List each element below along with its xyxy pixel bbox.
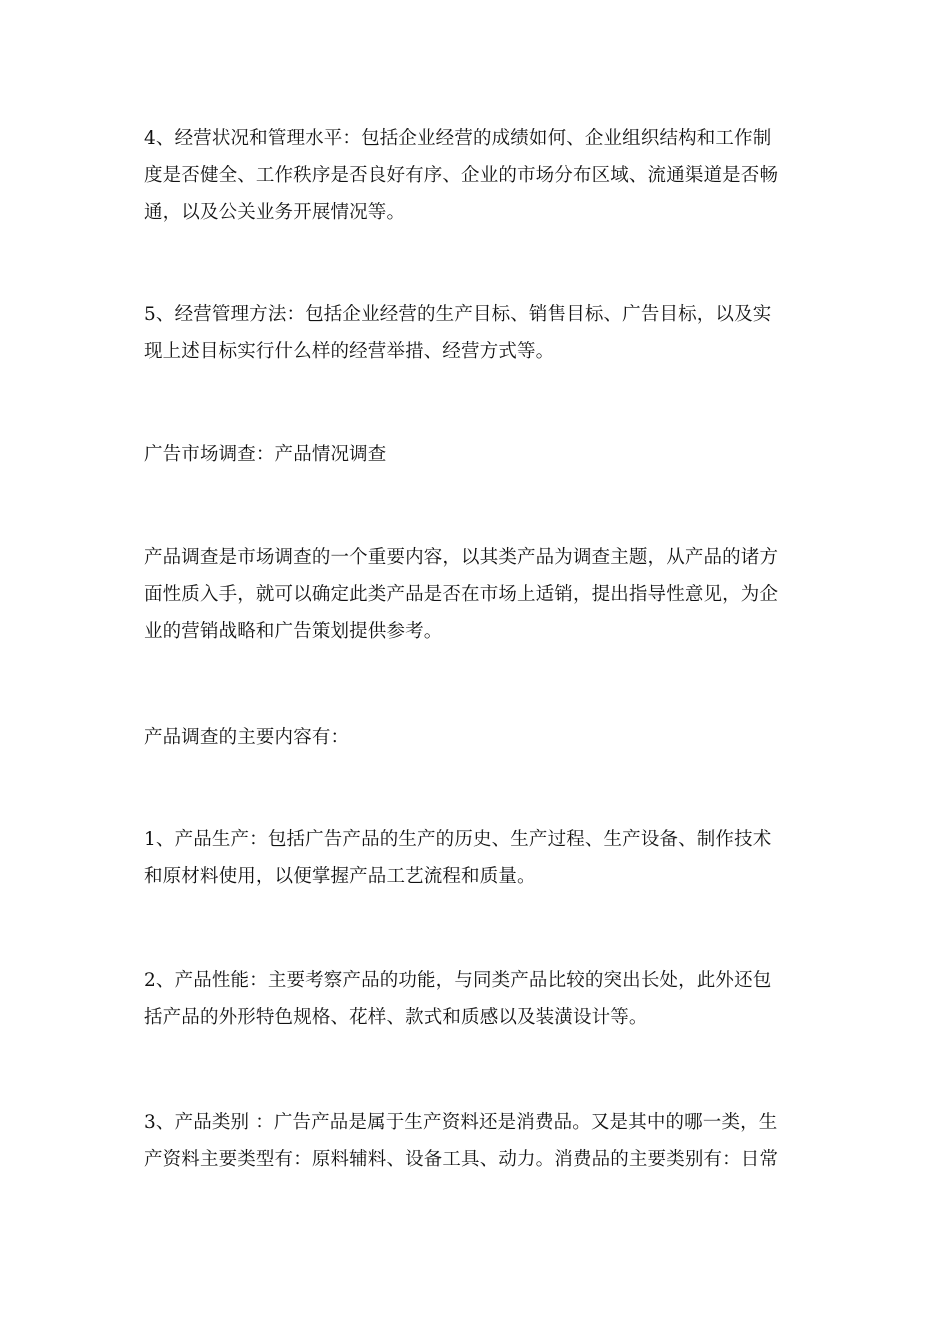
text-line: 度是否健全、工作秩序是否良好有序、企业的市场分布区域、流通渠道是否畅 xyxy=(144,165,779,186)
paragraph-main-contents xyxy=(144,719,806,756)
text-line: 3、产品类别 ：广告产品是属于生产资料还是消费品。又是其中的哪一类，生 xyxy=(144,1112,778,1133)
paragraph-management-methods xyxy=(144,296,806,370)
text-line: 现上述目标实行什么样的经营举措、经营方式等。 xyxy=(144,341,555,362)
text-line: 业的营销战略和广告策划提供参考。 xyxy=(144,621,443,642)
paragraph-product-category xyxy=(144,1104,806,1178)
text-line: 产资料主要类型有：原料辅料、设备工具、动力。消费品的主要类别有：日常 xyxy=(144,1149,779,1170)
text-line: 通，以及公关业务开展情况等。 xyxy=(144,202,406,223)
text-line: 广告市场调查：产品情况调查 xyxy=(144,444,387,465)
paragraph-product-production xyxy=(144,821,806,895)
text-line: 5、经营管理方法：包括企业经营的生产目标、销售目标、广告目标，以及实 xyxy=(144,304,772,325)
section-heading-product-survey xyxy=(144,436,806,473)
text-line: 面性质入手，就可以确定此类产品是否在市场上适销，提出指导性意见，为企 xyxy=(144,584,779,605)
text-line: 1、产品生产：包括广告产品的生产的历史、生产过程、生产设备、制作技术 xyxy=(144,829,772,850)
text-line: 产品调查的主要内容有： xyxy=(144,727,350,748)
text-line: 4、经营状况和管理水平：包括企业经营的成绩如何、企业组织结构和工作制 xyxy=(144,128,772,149)
paragraph-business-status xyxy=(144,120,806,231)
text-line: 括产品的外形特色规格、花样、款式和质感以及装潢设计等。 xyxy=(144,1007,648,1028)
paragraph-product-performance xyxy=(144,962,806,1036)
text-line: 和原材料使用，以便掌握产品工艺流程和质量。 xyxy=(144,866,536,887)
paragraph-product-survey-intro xyxy=(144,539,806,650)
text-line: 2、产品性能：主要考察产品的功能，与同类产品比较的突出长处，此外还包 xyxy=(144,970,772,991)
text-line: 产品调查是市场调查的一个重要内容，以其类产品为调查主题，从产品的诸方 xyxy=(144,547,779,568)
